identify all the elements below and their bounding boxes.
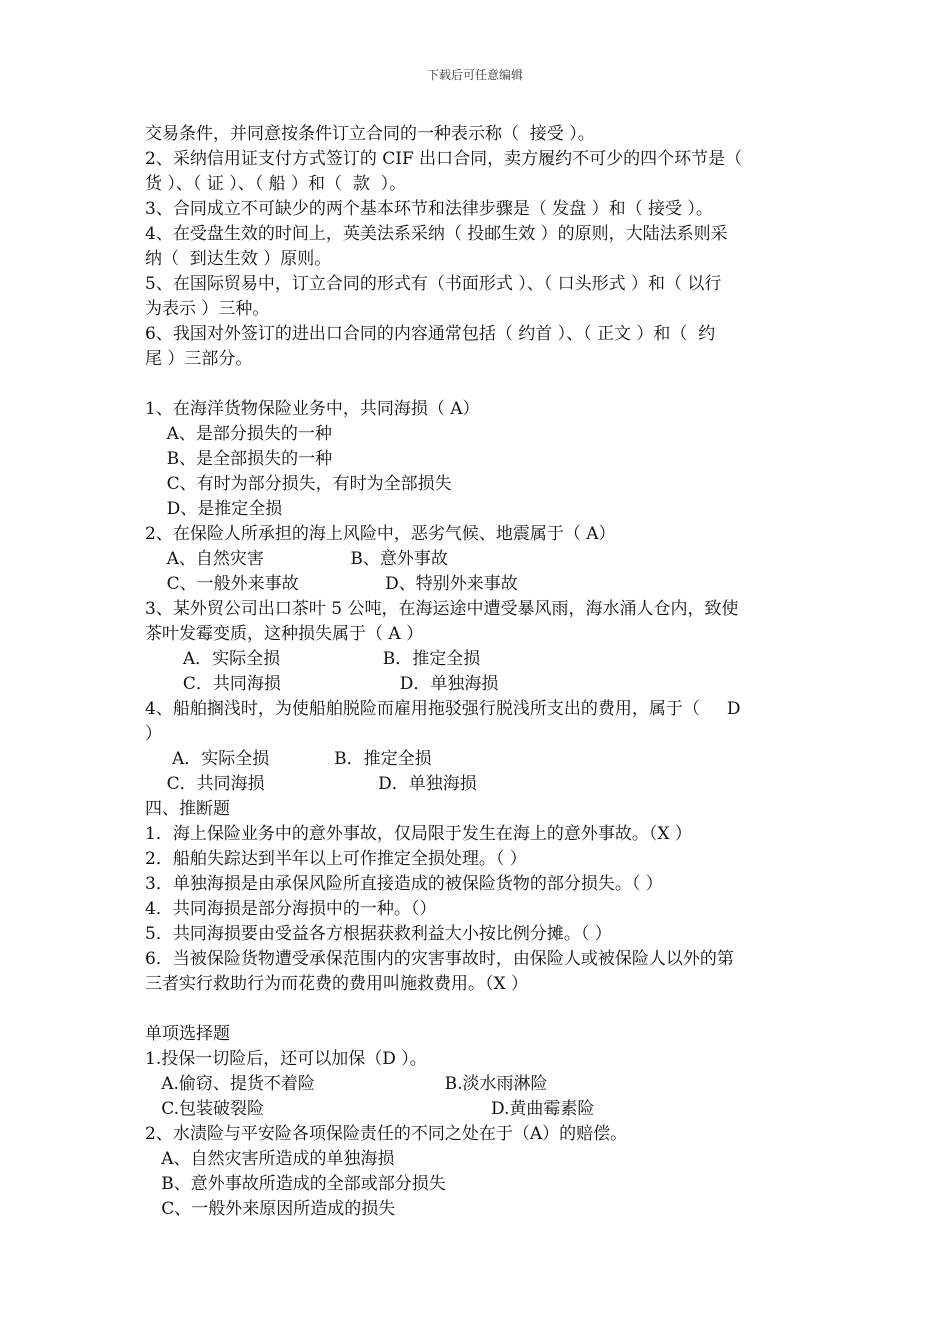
text-line: 为表示 ）三种。 — [145, 299, 270, 319]
text-line: 4．共同海损是部分海损中的一种。（） — [145, 899, 437, 919]
text-line: 3．单独海损是由承保风险所直接造成的被保险货物的部分损失。（ ） — [145, 874, 663, 894]
text-line: 1、在海洋货物保险业务中，共同海损（ A） — [145, 399, 480, 419]
text-line: 6、我国对外签订的进出口合同的内容通常包括（ 约首 ）、（ 正文 ）和（ 约 — [145, 324, 716, 344]
text-line: 6．当被保险货物遭受承保范围内的灾害事故时，由保险人或被保险人以外的第 — [145, 949, 734, 969]
text-line: 三者实行救助行为而花费的费用叫施救费用。（X ） — [145, 974, 529, 994]
text-line: C、有时为部分损失，有时为全部损失 — [145, 474, 452, 494]
text-line: 4、在受盘生效的时间上，英美法系采纳（ 投邮生效 ）的原则，大陆法系则采 — [145, 224, 728, 244]
text-line: 2、采纳信用证支付方式签订的 CIF 出口合同，卖方履约不可少的四个环节是（ — [145, 149, 743, 169]
document-body — [145, 122, 813, 1222]
text-line: 尾 ）三部分。 — [145, 349, 253, 369]
text-line: B、意外事故所造成的全部或部分损失 — [145, 1174, 446, 1194]
text-line: D、是推定全损 — [145, 499, 283, 519]
text-line: 2．船舶失踪达到半年以上可作推定全损处理。（ ） — [145, 849, 527, 869]
text-line: C．共同海损 D．单独海损 — [145, 674, 499, 694]
text-line: 四、推断题 — [145, 799, 230, 819]
text-line: A、自然灾害 B、意外事故 — [145, 549, 448, 569]
text-line: ） — [145, 724, 162, 744]
text-line: 交易条件，并同意按条件订立合同的一种表示称（ 接受 ）。 — [145, 124, 595, 144]
text-line: A、是部分损失的一种 — [145, 424, 332, 444]
text-line: 3、合同成立不可缺少的两个基本环节和法律步骤是（ 发盘 ）和（ 接受 ）。 — [145, 199, 713, 219]
text-line: 5．共同海损要由受益各方根据获救利益大小按比例分摊。（ ） — [145, 924, 612, 944]
text-line: 3、某外贸公司出口茶叶 5 公吨，在海运途中遭受暴风雨，海水涌人仓内，致使 — [145, 599, 739, 619]
blank-line — [145, 997, 813, 1022]
text-line: B、是全部损失的一种 — [145, 449, 333, 469]
text-line: C、一般外来原因所造成的损失 — [145, 1199, 396, 1219]
text-line: 1．海上保险业务中的意外事故，仅局限于发生在海上的意外事故。（X ） — [145, 824, 692, 844]
text-line: A．实际全损 B．推定全损 — [145, 749, 432, 769]
text-line: 1.投保一切险后，还可以加保（D ）。 — [145, 1049, 427, 1069]
text-line: 5、在国际贸易中，订立合同的形式有（书面形式 ）、（ 口头形式 ）和（ 以行 — [145, 274, 722, 294]
text-line: 货 ）、（ 证 ）、（ 船 ）和（ 款 ）。 — [145, 174, 407, 194]
text-line: A．实际全损 B．推定全损 — [145, 649, 481, 669]
text-line: A.偷窃、提货不着险 B.淡水雨淋险 — [145, 1074, 548, 1094]
text-line: 单项选择题 — [145, 1024, 230, 1044]
text-line: 纳（ 到达生效 ）原则。 — [145, 249, 332, 269]
text-line: 2、在保险人所承担的海上风险中，恶劣气候、地震属于（ A） — [145, 524, 616, 544]
blank-line — [145, 372, 813, 397]
text-line: 茶叶发霉变质，这种损失属于（ A ） — [145, 624, 424, 644]
text-line: A、自然灾害所造成的单独海损 — [145, 1149, 395, 1169]
text-line: 2、水渍险与平安险各项保险责任的不同之处在于（A）的赔偿。 — [145, 1124, 628, 1144]
text-line: C、一般外来事故 D、特别外来事故 — [145, 574, 518, 594]
text-line: C.包装破裂险 D.黄曲霉素险 — [145, 1099, 595, 1119]
text-line: C．共同海损 D．单独海损 — [145, 774, 477, 794]
page-header: 下载后可任意编辑 — [426, 68, 523, 82]
text-line: 4、船舶搁浅时，为使船舶脱险而雇用拖驳强行脱浅所支出的费用，属于（ D — [145, 699, 741, 719]
